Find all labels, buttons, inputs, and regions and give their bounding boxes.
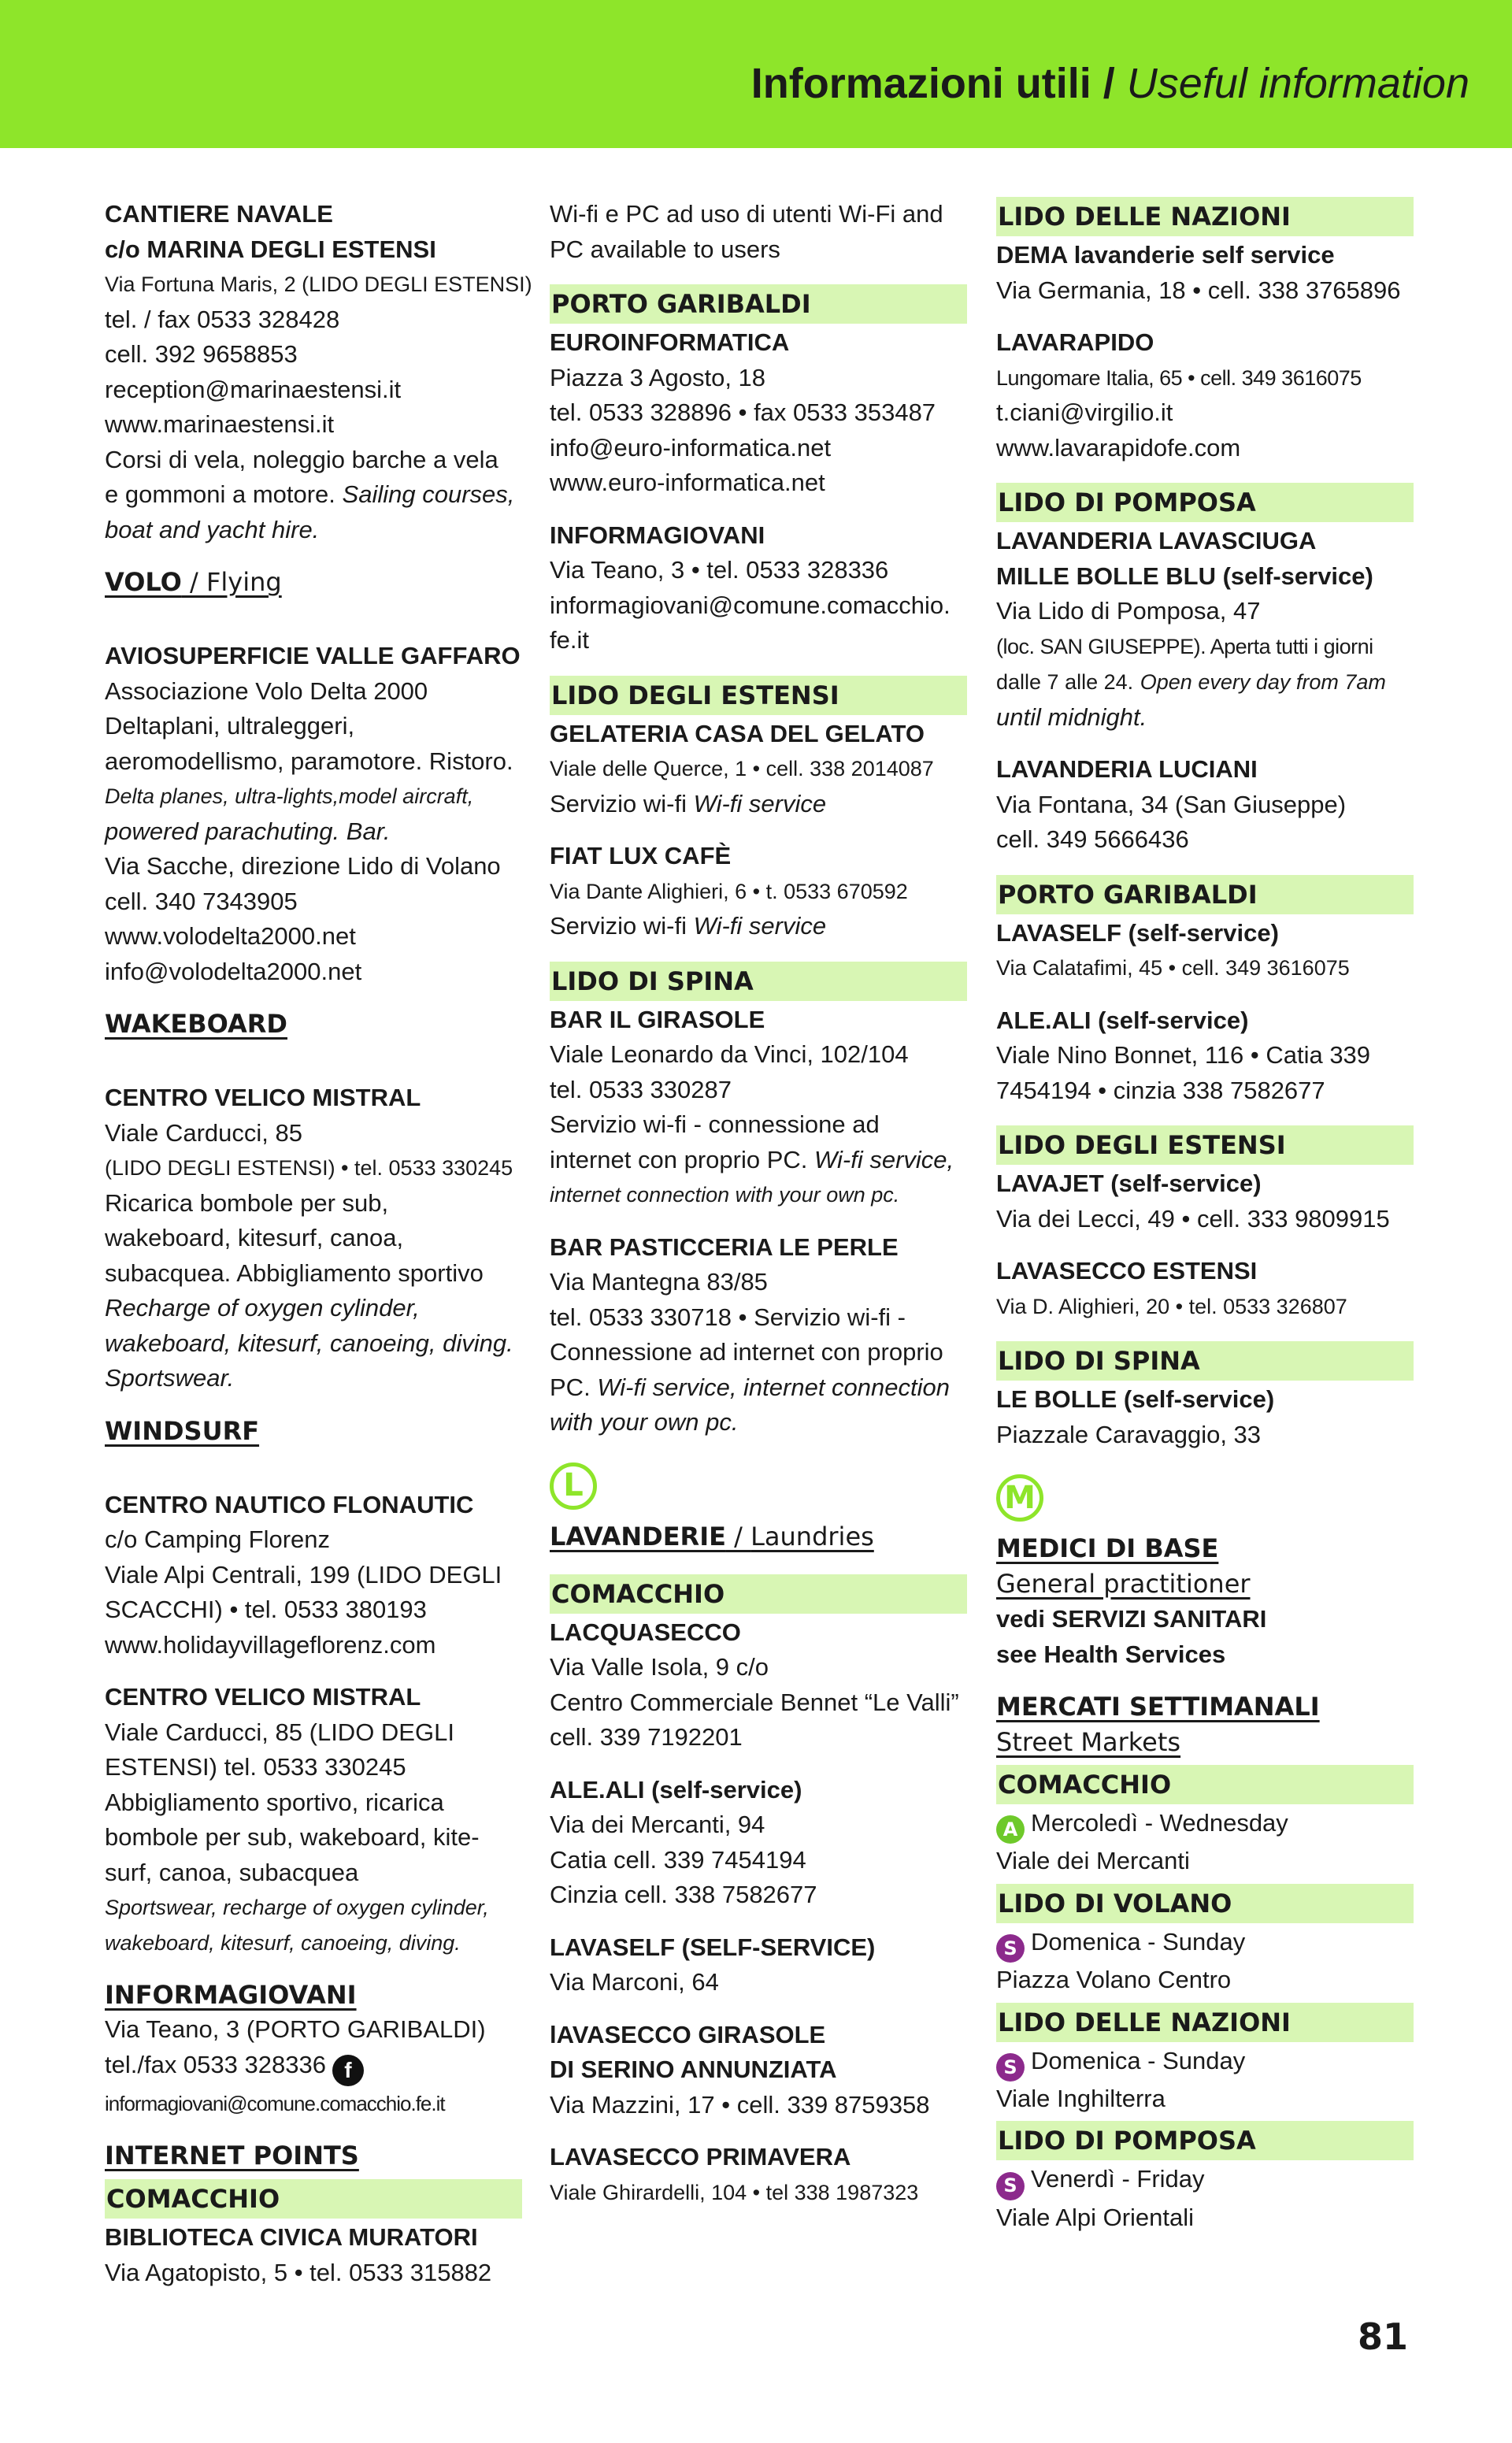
market-place: Viale Alpi Orientali [996,2203,1195,2231]
entry-name: CENTRO VELICO MISTRAL [105,1683,421,1711]
entry-cell: cell. 349 5666436 [996,825,1189,853]
entry-phone [105,2048,522,2086]
entry-name: LAVAJET (self-service) [996,1170,1262,1197]
entry-lavarapido [996,325,1414,465]
entry-line-en: Sportswear. [105,1364,235,1392]
entry-fiat-lux-cafe [550,839,967,944]
entry-line: Via Mantegna 83/85 [550,1268,768,1296]
entry-phone: tel. 0533 330718 • Servizio wi-fi - [550,1303,906,1331]
laundry-icon: L [550,1462,597,1510]
entry-email[interactable]: informagiovani@comune.comacchio. [550,591,951,619]
market-entry [996,1806,1414,1879]
entry-line-en: wakeboard, kitesurf, canoeing, diving. [105,1930,461,1955]
entry-name: BIBLIOTECA CIVICA MURATORI [105,2223,478,2252]
market-entry [996,1925,1414,1998]
entry-bar-il-girasole [550,1003,967,1213]
location-heading: LIDO DI POMPOSA [996,2121,1414,2160]
page-title [751,54,1469,113]
entry-line: Via Dante Alighieri, 6 • t. 0533 670592 [550,879,908,903]
wifi-it: Servizio wi-fi [550,789,687,817]
entry-phone: tel. 0533 328896 • fax 0533 353487 [550,399,936,426]
medical-icon: M [996,1474,1043,1522]
location-heading: LIDO DEGLI ESTENSI [996,1125,1414,1165]
entry-line: Piazza 3 Agosto, 18 [550,363,766,391]
entry-line-en: Sportswear, recharge of oxygen cylinder, [105,1896,489,1919]
entry-centro-velico-mistral [105,1081,522,1396]
market-day [996,1925,1414,1963]
entry-line: Via Calatafimi, 45 • cell. 349 3616075 [996,956,1350,980]
entry-ale-ali [550,1773,967,1913]
location-heading: COMACCHIO [105,2179,522,2219]
location-heading: LIDO DELLE NAZIONI [996,2003,1414,2042]
entry-line: ESTENSI) tel. 0533 330245 [105,1753,406,1781]
entry-description-en: boat and yacht hire. [105,515,320,543]
entry-line: subacquea. Abbigliamento sportivo [105,1259,484,1287]
entry-line: wakeboard, kitesurf, canoa, [105,1224,404,1251]
entry-line-en: until midnight. [996,703,1147,731]
entry-informagiovani [105,2012,522,2121]
entry-casa-del-gelato [550,717,967,822]
entry-medici [996,1602,1414,1672]
entry-line: Via Marconi, 64 [550,1968,719,1996]
category-heading-informagiovani [105,1978,522,2012]
entry-line: Via Mazzini, 17 • cell. 339 8759358 [550,2090,930,2119]
entry-name: CANTIERE NAVALE [105,200,333,228]
line-it: PC. [550,1373,591,1401]
entry-cell: cell. 392 9658853 [105,340,298,368]
market-badge-icon: S [996,2172,1025,2200]
entry-line [550,1143,967,1178]
entry-line: c/o Camping Florenz [105,1525,331,1553]
entry-cantiere-navale [105,197,532,547]
title-italian: Informazioni utili [750,60,1091,107]
entry-name: ALE.ALI (self-service) [550,1775,802,1804]
entry-name: LAVANDERIA LUCIANI [996,755,1258,783]
entry-name: EUROINFORMATICA [550,328,790,356]
entry-subname: c/o MARINA DEGLI ESTENSI [105,235,436,263]
facebook-icon[interactable]: f [332,2055,364,2086]
entry-description: Corsi di vela, noleggio barche a vela [105,445,498,473]
category-title: INFORMAGIOVANI [105,1980,357,2010]
category-separator: / [181,567,206,597]
page-number: 81 [1357,2315,1408,2358]
location-heading: LIDO DI POMPOSA [996,483,1414,522]
entry-name: ALE.ALI (self-service) [996,1006,1249,1034]
entry-line: Piazzale Caravaggio, 33 [996,1420,1262,1448]
column-2 [550,197,967,2227]
entry-phone: tel. / fax 0533 328428 [105,305,340,333]
market-day-text: Mercoledì - Wednesday [1031,1809,1288,1837]
column-3 [996,197,1414,2240]
entry-website[interactable]: www.volodelta2000.net [105,922,356,950]
entry-phone: tel. 0533 330287 [550,1075,732,1103]
entry-line: vedi SERVIZI SANITARI [996,1605,1267,1633]
category-heading-medici [996,1531,1414,1566]
entry-description [105,477,522,513]
entry-informagiovani [550,518,967,658]
category-title: LAVANDERIE [550,1521,726,1551]
entry-line-en: powered parachuting. Bar. [105,817,391,845]
entry-flonautic [105,1488,522,1663]
entry-line: (LIDO DEGLI ESTENSI) • tel. 0533 330245 [105,1156,513,1180]
line-it: internet con proprio PC. [550,1145,808,1173]
entry-line: Lungomare Italia, 65 • cell. 349 3616075 [996,365,1362,390]
title-separator: / [1091,60,1127,107]
entry-line: surf, canoa, subacquea [105,1858,359,1886]
entry-line: Wi-fi e PC ad uso di utenti Wi-Fi and [550,200,943,228]
entry-email[interactable]: info@volodelta2000.net [105,957,362,985]
column-1 [105,197,532,2308]
category-heading-volo [105,565,522,599]
entry-line: Servizio wi-fi - connessione ad [550,1110,880,1138]
desc-en: Sailing courses, [342,480,515,508]
entry-website[interactable]: www.lavarapidofe.com [996,433,1241,462]
category-heading-mercati [996,1689,1414,1724]
entry-line: Via D. Alighieri, 20 • tel. 0533 326807 [996,1294,1347,1318]
entry-line-en: with your own pc. [550,1408,739,1436]
entry-name: BAR IL GIRASOLE [550,1005,765,1033]
entry-line: Viale delle Querce, 1 • cell. 338 2014087 [550,757,934,780]
entry-mille-bolle-blu [996,524,1414,735]
entry-email[interactable]: informagiovani@comune.comacchio.fe.it [105,2091,445,2115]
entry-website[interactable]: www.holidayvillageflorenz.com [105,1630,436,1659]
entry-dema [996,238,1414,308]
entry-cell: cell. 339 7192201 [550,1723,743,1751]
entry-line [550,909,967,944]
entry-cell: Cinzia cell. 338 7582677 [550,1881,817,1908]
location-heading: COMACCHIO [550,1574,967,1614]
entry-name: LAVASELF (SELF-SERVICE) [550,1933,876,1961]
desc-it: e gommoni a motore. [105,480,335,508]
category-subheading [996,1724,1414,1760]
location-heading: LIDO DI SPINA [996,1341,1414,1381]
entry-name: lAVASECCO GIRASOLE [550,2020,826,2048]
entry-line: Viale Ghirardelli, 104 • tel 338 1987323 [550,2180,919,2204]
entry-lavajet [996,1166,1414,1236]
entry-email[interactable]: reception@marinaestensi.it [105,375,402,403]
entry-line: Associazione Volo Delta 2000 [105,677,428,705]
entry-biblioteca [105,2220,522,2290]
entry-email[interactable]: info@euro-informatica.net [550,433,832,462]
category-title: WINDSURF [105,1415,260,1446]
category-title: MEDICI DI BASE [996,1533,1219,1563]
entry-lavasecco-girasole [550,2018,967,2123]
entry-name: BAR PASTICCERIA LE PERLE [550,1233,899,1261]
entry-name: DI SERINO ANNUNZIATA [550,2056,837,2083]
entry-line: PC available to users [550,235,780,263]
market-badge-icon: S [996,1934,1025,1963]
market-entry [996,2162,1414,2235]
entry-line: 7454194 • cinzia 338 7582677 [996,1076,1325,1104]
entry-line: Via Sacche, direzione Lido di Volano [105,852,501,880]
entry-line: Via Lido di Pomposa, 47 [996,597,1261,625]
market-place: Viale dei Mercanti [996,1847,1190,1875]
entry-intro [550,197,967,267]
category-title-en: Laundries [750,1521,874,1551]
entry-name: MILLE BOLLE BLU (self-service) [996,562,1373,590]
entry-line: Via dei Mercanti, 94 [550,1811,765,1838]
entry-lavasecco-estensi [996,1254,1414,1324]
line-it: dalle 7 alle 24. [996,670,1134,694]
entry-name: LE BOLLE (self-service) [996,1385,1275,1413]
category-title: INTERNET POINTS [105,2141,359,2171]
category-title-en: Flying [206,567,282,597]
category-title: WAKEBOARD [105,1009,287,1039]
entry-name: INFORMAGIOVANI [550,521,765,549]
location-heading: LIDO DELLE NAZIONI [996,197,1414,236]
entry-line: Ricarica bombole per sub, [105,1188,389,1217]
category-heading-lavanderie [550,1519,967,1554]
market-day-text: Domenica - Sunday [1031,2046,1246,2074]
entry-name: LAVASELF (self-service) [996,918,1279,947]
entry-line: Abbigliamento sportivo, ricarica [105,1788,444,1816]
entry-line: Via dei Lecci, 49 • cell. 333 9809915 [996,1204,1390,1233]
entry-lavaself [996,916,1414,986]
entry-line: aeromodellismo, paramotore. Ristoro. [105,747,513,775]
wifi-en: Wi-fi service [693,912,827,940]
entry-le-bolle [996,1382,1414,1452]
category-heading-wakeboard [105,1006,522,1041]
line-en: Wi-fi service, internet connection [597,1373,950,1401]
location-heading: LIDO DI VOLANO [996,1884,1414,1923]
entry-line [550,787,967,822]
entry-lacquasecco [550,1615,967,1755]
phone-text: tel./fax 0533 328336 [105,2050,326,2078]
entry-name: LAVARAPIDO [996,328,1154,356]
category-heading-internet-points [105,2138,522,2173]
category-title: VOLO [105,567,182,597]
entry-line: Centro Commerciale Bennet “Le Valli” [550,1688,959,1716]
entry-name: FIAT LUX CAFÈ [550,842,732,869]
entry-line: Via Teano, 3 (PORTO GARIBALDI) [105,2015,486,2043]
entry-line: Viale Nino Bonnet, 116 • Catia 339 [996,1041,1371,1069]
category-title-en: Street Markets [996,1727,1181,1757]
entry-line [996,664,1414,700]
market-day-text: Venerdì - Friday [1031,2165,1205,2193]
location-heading: LIDO DEGLI ESTENSI [550,676,967,715]
entry-website[interactable]: www.marinaestensi.it [105,410,335,438]
location-heading: COMACCHIO [996,1765,1414,1804]
location-heading: LIDO DI SPINA [550,962,967,1001]
entry-line: Via Fontana, 34 (San Giuseppe) [996,790,1347,818]
category-subheading [996,1566,1414,1602]
entry-cell: Catia cell. 339 7454194 [550,1845,806,1874]
entry-lavasecco-primavera [550,2140,967,2210]
location-heading: PORTO GARIBALDI [996,875,1414,914]
entry-luciani [996,752,1414,858]
market-day-text: Domenica - Sunday [1031,1927,1246,1956]
entry-line [550,1370,967,1406]
market-day [996,2044,1414,2082]
wifi-en: Wi-fi service [693,789,827,817]
header-banner [0,0,1512,148]
entry-line-en: Delta planes, ultra-lights,model aircraft, [105,784,474,808]
entry-name: DEMA lavanderie self service [996,241,1335,269]
entry-centro-velico-mistral-2 [105,1680,522,1960]
market-day [996,1806,1414,1844]
entry-line: Via Agatopisto, 5 • tel. 0533 315882 [105,2258,492,2286]
entry-line: Via Valle Isola, 9 c/o [550,1653,769,1681]
entry-name: LACQUASECCO [550,1618,741,1646]
line-en: Open every day from 7am [1140,670,1386,694]
entry-line: Viale Carducci, 85 (LIDO DEGLI [105,1718,454,1746]
entry-line: Via Teano, 3 • tel. 0533 328336 [550,556,889,584]
entry-line: Connessione ad internet con proprio [550,1338,943,1366]
entry-name: AVIOSUPERFICIE VALLE GAFFARO [105,642,521,669]
market-badge-icon: S [996,2053,1025,2082]
entry-email[interactable]: fe.it [550,626,589,654]
entry-line-en: wakeboard, kitesurf, canoeing, diving. [105,1329,513,1357]
entry-euroinformatica [550,325,967,501]
entry-ale-ali [996,1003,1414,1109]
entry-line: Viale Carducci, 85 [105,1118,303,1147]
entry-line: Viale Alpi Centrali, 199 (LIDO DEGLI [105,1560,502,1589]
wifi-it: Servizio wi-fi [550,912,687,940]
entry-line: Deltaplani, ultraleggeri, [105,712,355,740]
entry-website[interactable]: www.euro-informatica.net [550,469,825,496]
entry-line: (loc. SAN GIUSEPPE). Aperta tutti i giorni [996,634,1373,658]
entry-cell: cell. 340 7343905 [105,887,298,915]
entry-name: LAVASECCO ESTENSI [996,1257,1258,1285]
category-separator: / [725,1521,751,1551]
entry-line: SCACCHI) • tel. 0533 380193 [105,1596,427,1623]
entry-line-en: internet connection with your own pc. [550,1183,900,1207]
entry-email[interactable]: t.ciani@virgilio.it [996,399,1173,426]
market-place: Viale Inghilterra [996,2084,1166,2112]
entry-bar-le-perle [550,1230,967,1440]
entry-name: LAVANDERIA LAVASCIUGA [996,527,1317,554]
entry-name: GELATERIA CASA DEL GELATO [550,719,925,747]
entry-address: Via Fortuna Maris, 2 (LIDO DEGLI ESTENSI) [105,272,532,296]
market-place: Piazza Volano Centro [996,1966,1232,1993]
entry-line: Via Germania, 18 • cell. 338 3765896 [996,276,1401,304]
title-english: Useful information [1126,60,1469,107]
entry-line: Viale Leonardo da Vinci, 102/104 [550,1040,909,1068]
entry-name: CENTRO VELICO MISTRAL [105,1084,421,1111]
entry-line: see Health Services [996,1640,1226,1668]
market-day [996,2162,1414,2200]
market-entry [996,2044,1414,2117]
entry-lavaself [550,1930,967,2000]
entry-aviosuperficie [105,639,522,989]
entry-name: CENTRO NAUTICO FLONAUTIC [105,1490,474,1518]
category-heading-windsurf [105,1414,522,1448]
entry-line: bombole per sub, wakeboard, kite- [105,1823,480,1851]
line-en: Wi-fi service, [814,1145,954,1173]
market-badge-icon: A [996,1815,1025,1844]
location-heading: PORTO GARIBALDI [550,284,967,324]
category-title: MERCATI SETTIMANALI [996,1692,1320,1722]
category-title-en: General practitioner [996,1569,1251,1599]
entry-line-en: Recharge of oxygen cylinder, [105,1294,420,1322]
entry-name: LAVASECCO PRIMAVERA [550,2143,851,2171]
